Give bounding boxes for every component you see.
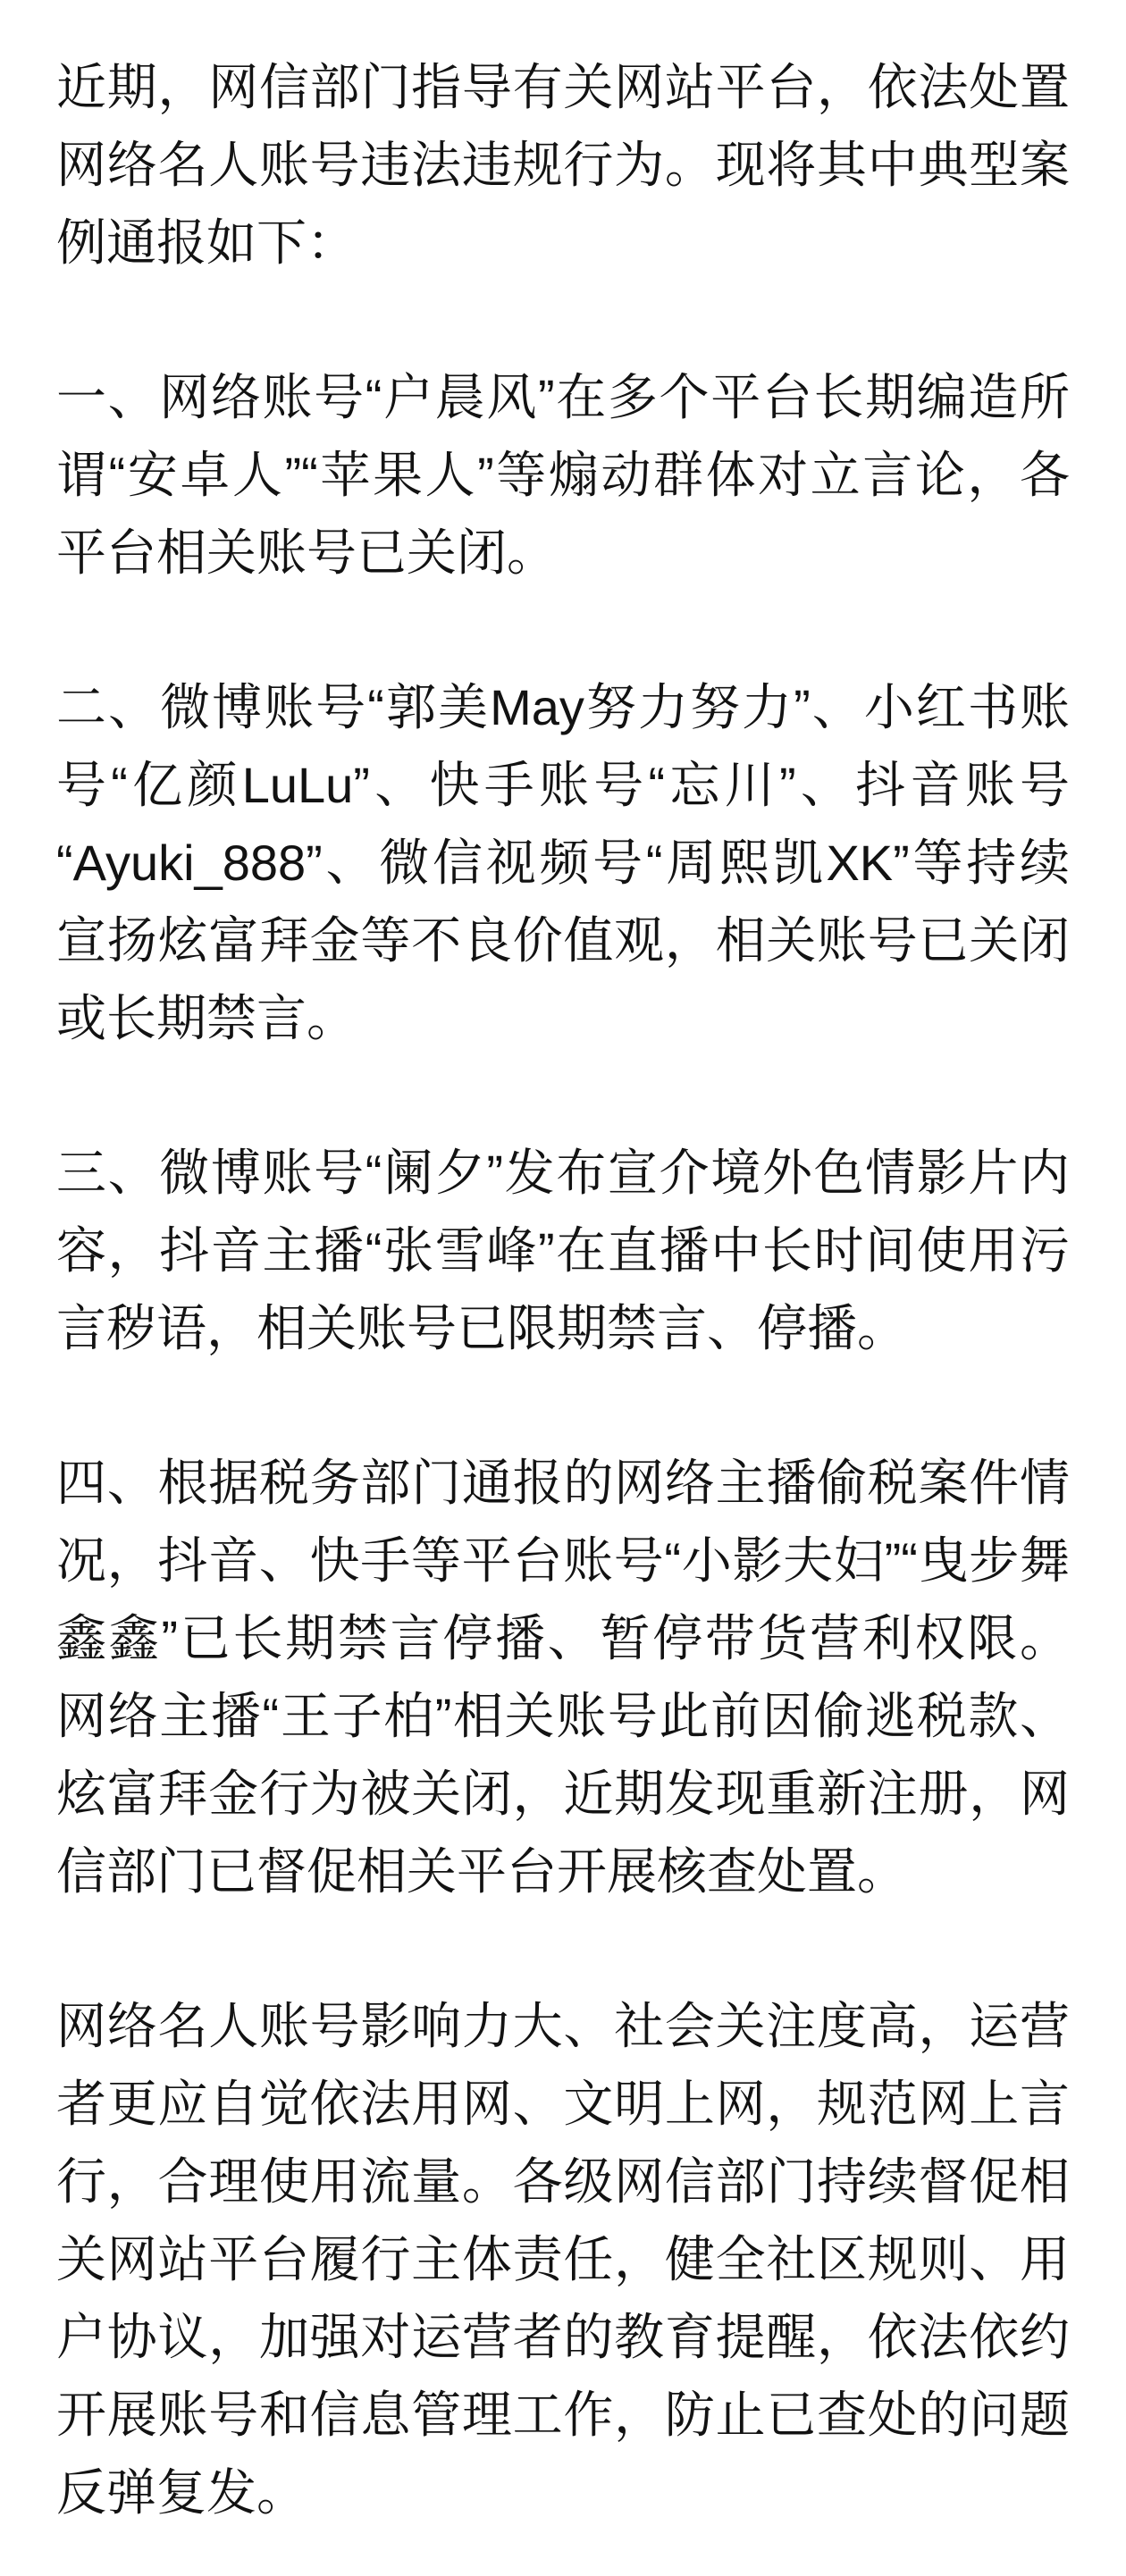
paragraph-case-3: 三、微博账号“阑夕”发布宣介境外色情影片内容，抖音主播“张雪峰”在直播中长时间使用污言秽语，相关账号已限期禁言、停播。 <box>56 1145 1070 1356</box>
paragraph-case-2: 二、微博账号“郭美May努力努力”、小红书账号“亿颜LuLu”、快手账号“忘川”、抖音账号“Ayuki_888”、微信视频号“周熙凯XK”等持续宣扬炫富拜金等不良价值观，相关账号已关闭或长期禁言。 <box>56 679 1070 1046</box>
paragraph-conclusion: 网络名人账号影响力大、社会关注度高，运营者更应自觉依法用网、文明上网，规范网上言行，合理使用流量。各级网信部门持续督促相关网站平台履行主体责任，健全社区规则、用户协议，加强对运营者的教育提醒，依法依约开展账号和信息管理工作，防止已查处的问题反弹复发。 <box>56 1998 1070 2521</box>
paragraph-intro: 近期，网信部门指导有关网站平台，依法处置网络名人账号违法违规行为。现将其中典型案例通报如下： <box>56 59 1070 271</box>
paragraph-case-1: 一、网络账号“户晨风”在多个平台长期编造所谓“安卓人”“苹果人”等煽动群体对立言论，各平台相关账号已关闭。 <box>56 369 1070 581</box>
paragraph-case-4: 四、根据税务部门通报的网络主播偷税案件情况，抖音、快手等平台账号“小影夫妇”“曳步舞鑫鑫”已长期禁言停播、暂停带货营利权限。网络主播“王子柏”相关账号此前因偷逃税款、炫富拜金行为被关闭，近期发现重新注册，网信部门已督促相关平台开展核查处置。 <box>56 1455 1070 1900</box>
